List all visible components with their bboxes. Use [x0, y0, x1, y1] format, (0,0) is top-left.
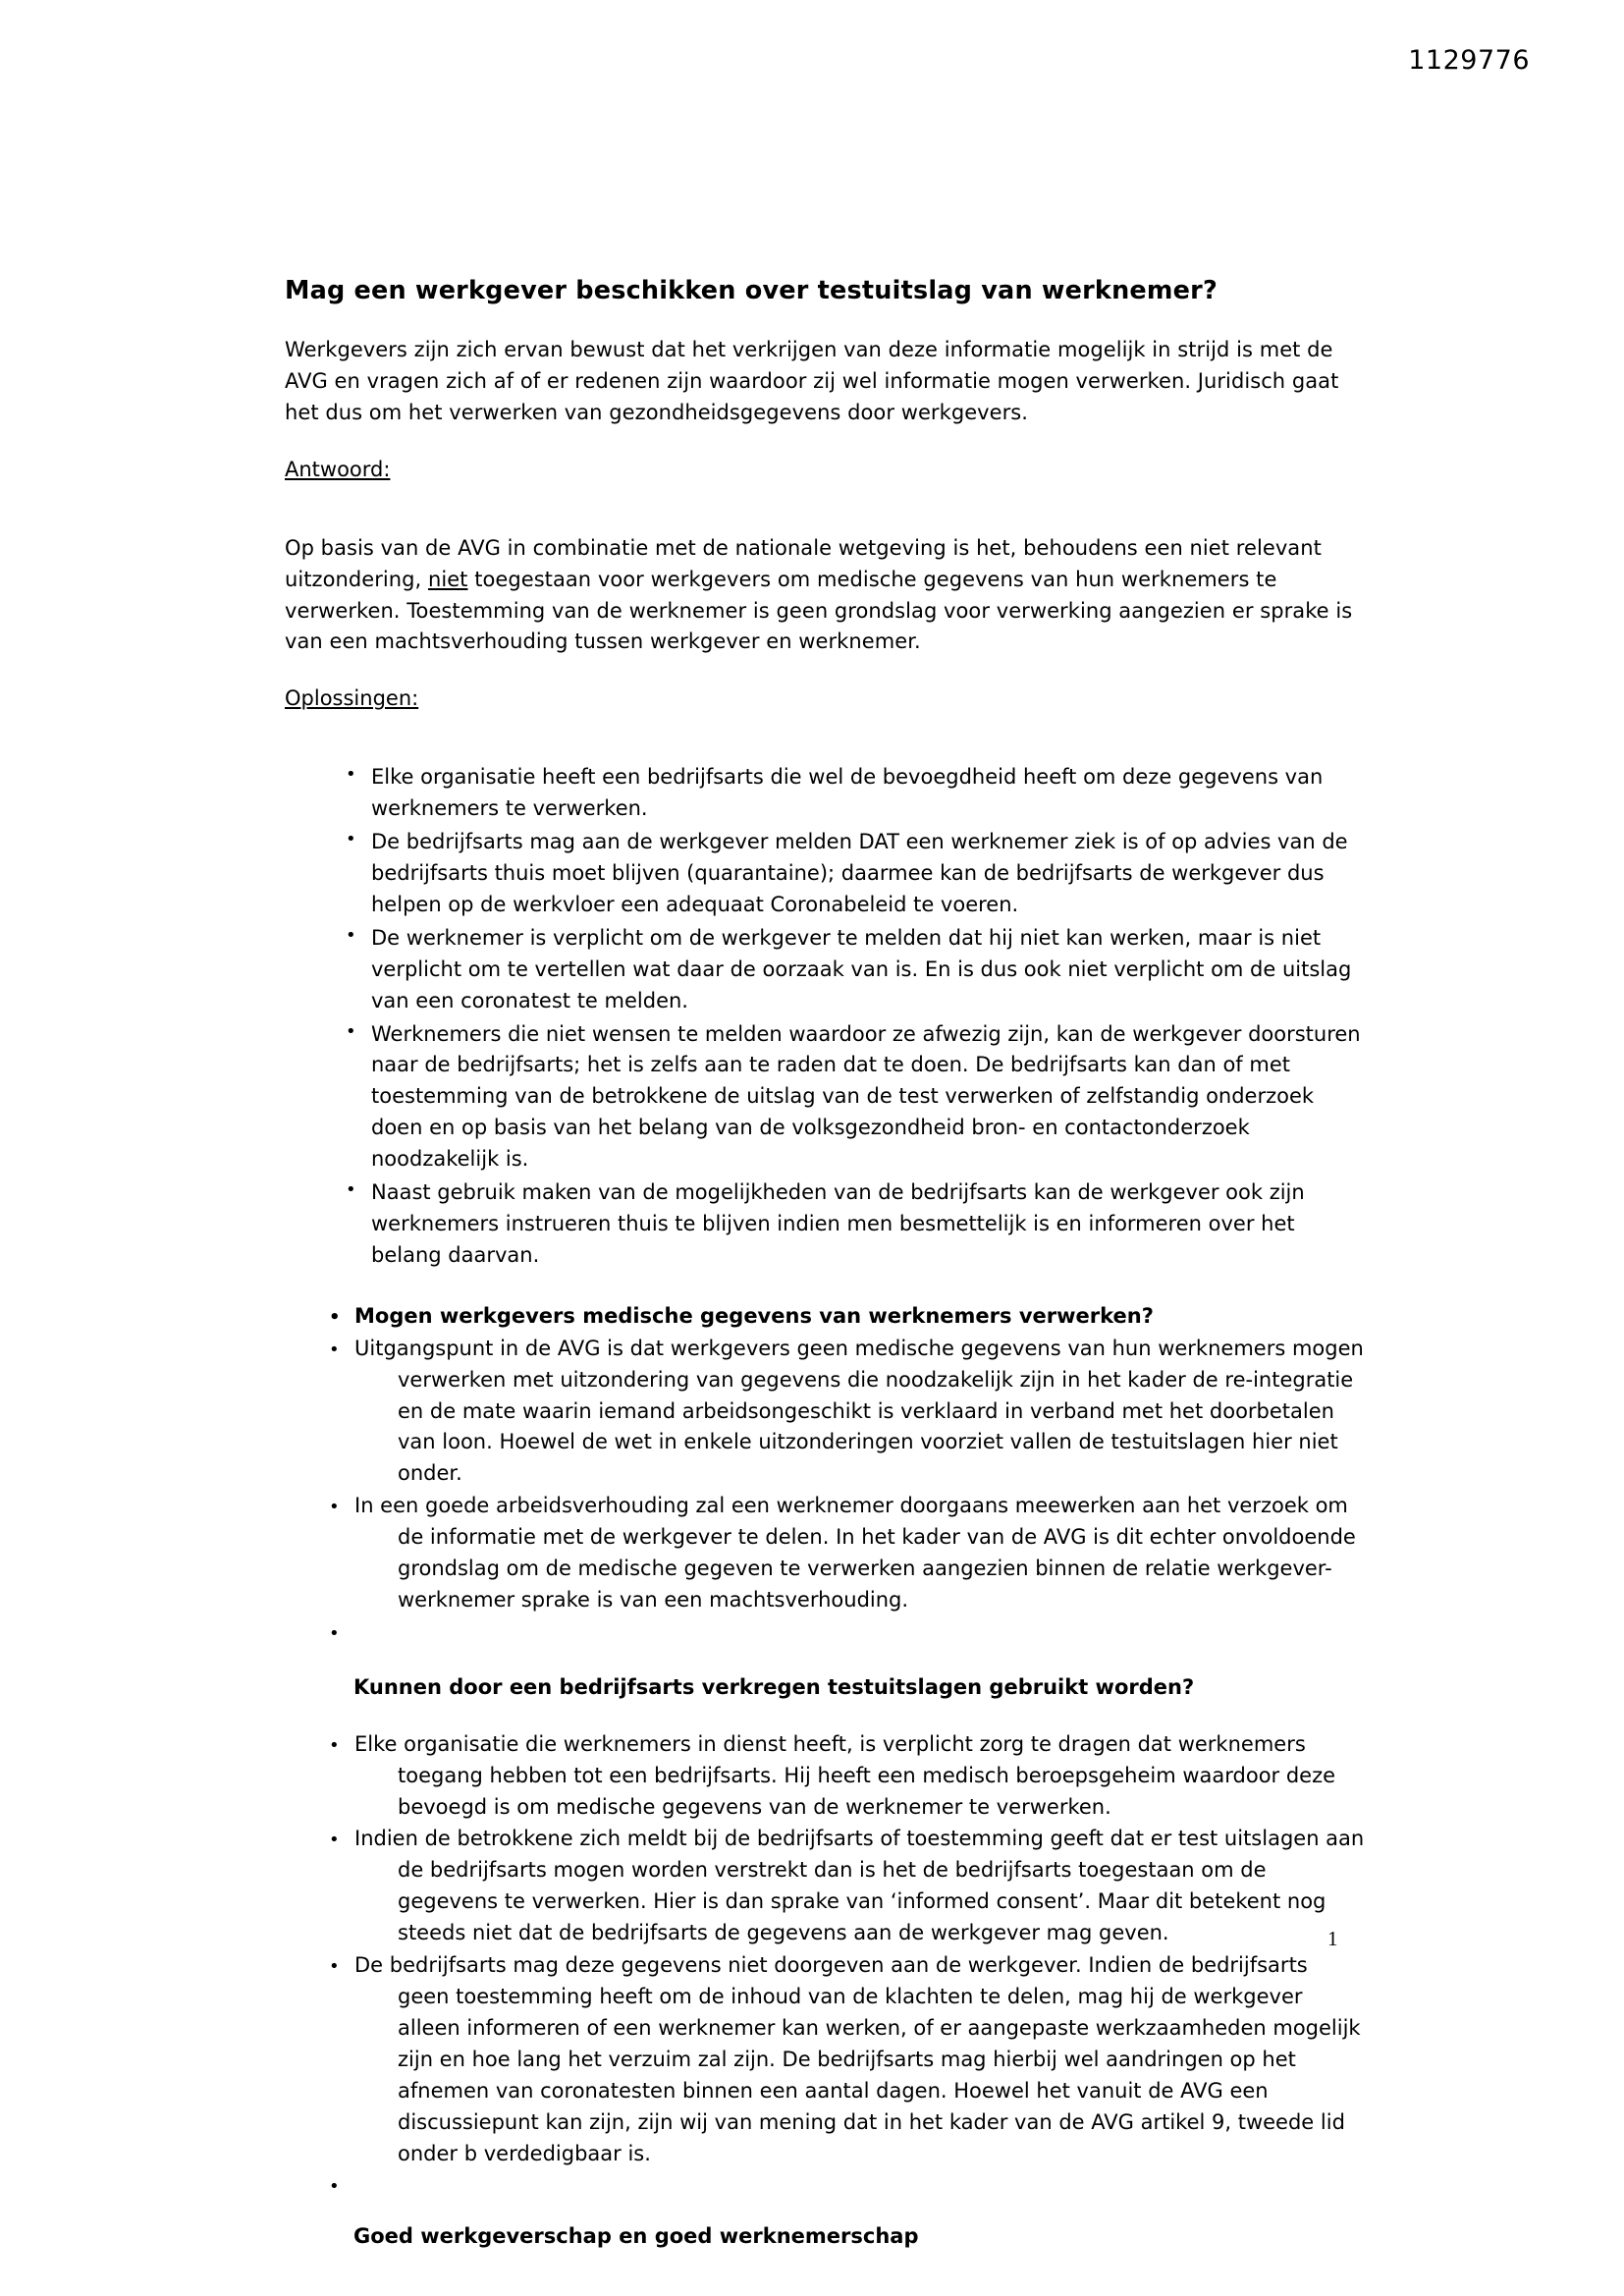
section-two-heading-label: Mogen werkgevers medische gegevens van werknemers verwerken?: [354, 1303, 1154, 1328]
antwoord-emphasis: niet: [427, 567, 468, 591]
bullet-glyph: •: [329, 1339, 340, 1360]
list-item: • Naast gebruik maken van de mogelijkheden van de bedrijfsarts kan de werkgever ook zijn werknemers instrueren thuis te blijven indien men besmettelijk is en informeren over het belang daarvan.: [285, 1177, 1365, 1272]
section-three-heading: Kunnen door een bedrijfsarts verkregen testuitslagen gebruikt worden?: [353, 1674, 1195, 1699]
bullet-glyph: •: [329, 1734, 340, 1756]
list-item: [329, 1491, 1365, 1616]
document-body: [285, 275, 1365, 2253]
page-title: Mag een werkgever beschikken over testuitslag van werknemer?: [285, 276, 1218, 305]
list-item: [329, 1729, 1365, 1824]
bullet-glyph: •: [329, 1306, 341, 1328]
list-item-text: De bedrijfsarts mag deze gegevens niet doorgeven aan de werkgever. Indien de bedrijfsarts geen toestemming heeft om de inhoud van de klachten te delen, mag hij de werkgever alleen informeren of een werknemer kan werken, of er aangepaste werkzaamheden mogelijk zijn en hoe lang het verzuim zal zijn. De bedrijfsarts mag hierbij wel aandringen op het afnemen van coronatesten binnen een aantal dagen. Hoewel het vanuit de AVG een discussiepunt kan zijn, zijn wij van mening dat in het kader van de AVG artikel 9, tweede lid onder b verdedigbaar is.: [354, 1953, 1361, 2165]
antwoord-label-wrap: [285, 455, 1365, 510]
list-item-text: Indien de betrokkene zich meldt bij de bedrijfsarts of toestemming geeft dat er test uitslagen aan de bedrijfsarts mogen worden verstrekt dan is het de bedrijfsarts toegestaan om de gegevens te verwerken. Hier is dan sprake van ‘informed consent’. Maar dit betekent nog steeds niet dat de bedrijfsarts de gegevens aan de werkgever mag geven.: [354, 1827, 1365, 1945]
empty-list-item: [329, 1617, 1365, 1647]
list-item: • De bedrijfsarts mag aan de werkgever melden DAT een werknemer ziek is of op advies van de bedrijfsarts thuis moet blijven (quarantaine); daarmee kan de bedrijfsarts de werkgever dus helpen op de werkvloer een adequaat Coronabeleid te voeren.: [285, 827, 1365, 921]
section-three-list: [285, 1729, 1365, 2201]
list-item: • Elke organisatie heeft een bedrijfsarts die wel de bevoegdheid heeft om deze gegevens van werknemers te verwerken.: [285, 762, 1365, 825]
bullet-glyph: •: [329, 2176, 340, 2198]
antwoord-paragraph: [285, 533, 1365, 659]
oplossingen-label-wrap: [285, 683, 1365, 738]
list-item-text: In een goede arbeidsverhouding zal een werknemer doorgaans meewerken aan het verzoek om de informatie met de werkgever te delen. In het kader van de AVG is dit echter onvoldoende grondslag om de medische gegeven te verwerken aangezien binnen de relatie werkgever-werknemer sprake is van een machtsverhouding.: [354, 1494, 1356, 1612]
list-item: [329, 1334, 1365, 1491]
bullet-glyph: •: [329, 1830, 340, 1851]
list-item-text: Elke organisatie die werknemers in dienst heeft, is verplicht zorg te dragen dat werknemers toegang hebben tot een bedrijfsarts. Hij heeft een medisch beroepsgeheim waardoor deze bevoegd is om medische gegevens van de werknemer te verwerken.: [354, 1731, 1336, 1819]
section-two-list: [285, 1301, 1365, 1647]
list-item: [329, 1824, 1365, 1949]
bullet-glyph: •: [329, 1956, 340, 1978]
section-four-heading: Goed werkgeverschap en goed werknemerschap: [353, 2224, 919, 2249]
section-two-heading-item: [329, 1301, 1365, 1333]
bullet-glyph: •: [329, 1622, 340, 1644]
list-item: [329, 1950, 1365, 2169]
oplossingen-label: Oplossingen:: [285, 686, 419, 711]
bullet-glyph: •: [329, 1497, 340, 1518]
antwoord-label: Antwoord:: [285, 457, 391, 481]
list-item-text: Uitgangspunt in de AVG is dat werkgevers geen medische gegevens van hun werknemers mogen verwerken met uitzondering van gegevens die noodzakelijk zijn in het kader de re-integratie en de mate waarin iemand arbeidsongeschikt is verklaard in verband met het doorbetalen van loon. Hoewel de wet in enkele uitzonderingen voorziet vallen de testuitslagen hier niet onder.: [354, 1336, 1364, 1486]
antwoord-text-after: toegestaan voor werkgevers om medische gegevens van hun werknemers te verwerken. Toestemming van de werknemer is geen grondslag voor verwerking aangezien er sprake is van een machtsverhouding tussen werkgever en werknemer.: [285, 567, 1353, 654]
intro-paragraph: Werkgevers zijn zich ervan bewust dat het verkrijgen van deze informatie mogelijk in strijd is met de AVG en vragen zich af of er redenen zijn waardoor zij wel informatie mogen verwerken. Juridisch gaat het dus om het verwerken van gezondheidsgegevens door werkgevers.: [285, 338, 1339, 424]
oplossingen-list: [285, 762, 1365, 1272]
empty-list-item: [329, 2170, 1365, 2200]
page-number: 1: [1327, 1927, 1338, 1950]
list-item: • De werknemer is verplicht om de werkgever te melden dat hij niet kan werken, maar is niet verplicht om te vertellen wat daar de oorzaak van is. En is dus ook niet verplicht om de uitslag van een coronatest te melden.: [285, 923, 1365, 1017]
document-number: 1129776: [1408, 45, 1530, 76]
list-item: • Werknemers die niet wensen te melden waardoor ze afwezig zijn, kan de werkgever doorsturen naar de bedrijfsarts; het is zelfs aan te raden dat te doen. De bedrijfsarts kan dan of met toestemming van de betrokkene de uitslag van de test verwerken of zelfstandig onderzoek doen en op basis van het belang van de volksgezondheid bron- en contactonderzoek noodzakelijk is.: [285, 1019, 1365, 1176]
antwoord-text-before: Op basis van de AVG in combinatie met de nationale wetgeving is het, behoudens een niet relevant uitzondering,: [285, 535, 1322, 591]
